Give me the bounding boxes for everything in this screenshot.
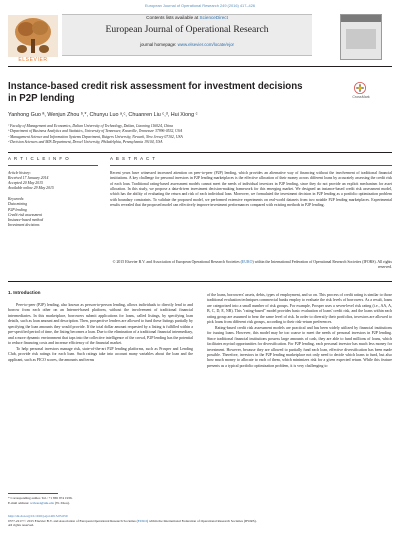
body-paragraph: Peer-to-peer (P2P) lending, also known as person-to-person lending, allows individuals to directly lend to and borrow from each other on an Internet-based platform, without the involvement of traditional financial intermediaries. In this marketplace, borrowers submit applications for loans, called listings, by specifying loan details, such as loan amount and description. Then, prospective lenders are allowed to fund these listings partially by specifying the loan amounts they would provide. If the total dollar amount requested by a listing is fulfilled within a pre-specified period of time, the listing becomes a loan. Due to the elimination of a traditional financial intermediary, and a more dynamic environment that taps into the collective intelligence of the crowd, P2P lending has the potential to reduce financing costs and increase efficiency of the financial market. [8, 302, 193, 346]
footnote-rule [8, 493, 58, 494]
article-info-heading: A R T I C L E I N F O [8, 156, 70, 161]
email-note [8, 501, 193, 506]
journal-name: European Journal of Operational Research [105, 24, 269, 35]
affiliation-rule [8, 152, 392, 153]
email-prefix: E-mail address: [8, 500, 31, 505]
copyright-suffix: ) within the International Federation of Operational Research Societies (IFORS). All rights reserved. [252, 260, 392, 270]
abstract-heading: A B S T R A C T [110, 156, 156, 161]
rights-reserved: All rights reserved. [8, 523, 35, 527]
cover-band [341, 15, 381, 22]
affiliation-a: ª Faculty of Management and Economics, Dalian University of Technology, Dalian, Liaoning 116024, China [8, 124, 174, 128]
journal-reference[interactable]: European Journal of Operational Research 249 (2016) 417–426 [144, 3, 256, 8]
email-link[interactable]: wzhou4@utk.edu [30, 500, 54, 505]
journal-cover-image[interactable] [340, 14, 382, 60]
contents-prefix: Contents lists available at [146, 15, 200, 20]
sciencedirect-link[interactable]: ScienceDirect [199, 15, 228, 20]
header-rule [8, 66, 392, 67]
affiliation-b: ᵇ Department of Business Analytics and Statistics, University of Tennessee, Knoxville, Tennessee 37996-0532, USA [8, 129, 183, 134]
abstract-copyright [110, 260, 392, 271]
corresponding-author-note: * Corresponding author. Tel.: +1 865 974 1936. [8, 496, 73, 500]
body-paragraph: To help personal investors manage risk, state-of-the-art P2P lending platforms, such as Prosper and Lending Club, provide risk ratings for each loan. Such ratings take into account many variables about the loan and the applicant, such as FICO scores, the amounts and terms [8, 345, 193, 362]
keyword-item: Data mining [8, 202, 28, 207]
crossmark-icon[interactable] [354, 82, 366, 94]
online-date: Available online 29 May 2015 [8, 186, 54, 191]
received-date: Received 17 January 2014 [8, 176, 49, 181]
cover-picture [346, 29, 376, 49]
issn-suffix: ) within the International Federation of Operational Research Societies (IFORS). [146, 518, 257, 523]
publisher-label: ELSEVIER [18, 57, 48, 63]
body-column-left [8, 302, 193, 362]
keyword-item: Instance-based method [8, 217, 44, 222]
keyword-item: Credit risk assessment [8, 212, 43, 217]
homepage-link[interactable]: www.elsevier.com/locate/ejor [177, 42, 234, 47]
contents-line [62, 15, 312, 20]
email-suffix: (W. Zhou). [53, 500, 70, 505]
doi-link[interactable]: http://dx.doi.org/10.1016/j.ejor.2015.05.050 [8, 514, 68, 518]
accepted-date: Accepted 20 May 2015 [8, 181, 43, 186]
abstract-end-rule [8, 281, 392, 282]
abstract-rule [110, 165, 392, 166]
title-line-2: in P2P lending [8, 93, 75, 104]
crossmark-label: CrossMark [352, 95, 370, 99]
body-column-right [207, 292, 392, 368]
euro-link[interactable]: EURO [241, 260, 253, 264]
issn-prefix: 0377-2217/© 2015 Elsevier B.V. and Association of European Operational Research Societies ( [8, 518, 138, 523]
body-paragraph: of the loans, borrowers' assets, debts, types of employment, and so on. This process of credit rating is similar to those traditional evaluation techniques commercial banks employ to evaluate the risk levels of borrowers. As a result, loans are categorized into a small number of risk groups. For example, Prosper uses a seven-level risk rating (i.e., AA, A, B, C, D, E, NR). This "rating-based" model provides basic evaluation of loans' credit risk, and the loans within each rating group are assumed to bear the same level of risk. In order to diversify their portfolios, investors are allowed to pick loans from different risk groups, according to their risk-return preferences. [207, 292, 393, 325]
elsevier-tree-logo-icon [8, 15, 58, 57]
article-title [8, 81, 328, 105]
affiliation-list [8, 124, 388, 145]
introduction-heading: 1. Introduction [8, 290, 41, 295]
article-history-label: Article history: [8, 171, 32, 175]
publication-meta [8, 514, 392, 528]
keyword-item: Investment decisions [8, 222, 40, 227]
journal-homepage [62, 42, 312, 47]
author-list[interactable]: Yanhong Guo ª, Wenjun Zhou ᵇ,*, Chunyu Luo ᵃ,ᶜ, Chuanren Liu ᶜ,ᵈ, Hui Xiong ᶜ [8, 112, 198, 118]
body-paragraph: Rating-based credit risk assessment models are practical and has been widely utilized by financial institutions for issuing loans. However, this model may be too coarse to meet the needs of personal investors in P2P lending. Since traditional financial institutions possess large amounts of cash, they are able to fund millions of loans, which facilitates myriad opportunities for diversification. For P2P lending, each personal investor has much less money for investment. However, because they are allowed to partially fund each loan, effective diversification has been made possible. Therefore, investors in the P2P lending marketplace not only need to decide which loans to fund, but also how much money to allocate to each of them, which minimizes risk for a given expected return. While this feature presents as a typical portfolio optimization problem, it is very challenging to [207, 324, 392, 368]
affiliation-c: ᶜ Management Science and Information Systems Department, Rutgers University, Newark, New Jersey 07102, USA [8, 134, 183, 139]
article-info [8, 171, 98, 228]
euro-link-bottom[interactable]: EURO [137, 518, 147, 523]
affiliation-d: ᵈ Decision Sciences and MIS Department, Drexel University, Philadelphia, Pennsylvania 19104, USA [8, 139, 163, 144]
abstract-text: Recent years have witnessed increased attention on peer-to-peer (P2P) lending, which provides an alternative way of financing without the involvement of traditional financial institutions. A key challenge for personal investors in P2P lending marketplaces is the effective allocation of their money across different loans by accurately assessing the credit risk of each loan. Traditional rating-based assessment models cannot meet the needs of individual investors in P2P lending, since they do not provide an explicit mechanism for asset allocation. In this study, we propose a data-driven investment decision-making framework for this emerging market. We designed an instance-based credit risk assessment model, which has the ability of evaluating the return and risk of each individual loan. Moreover, we formulated the investment decision in P2P lending as a portfolio optimization problem with boundary constraints. To validate the proposed model, we performed extensive experiments on real-world datasets from two notable P2P lending marketplaces. Experimental results revealed that the proposed model can effectively improve investment performances compared with existing methods in P2P lending. [110, 171, 392, 208]
footnotes [8, 496, 193, 505]
keywords-label: Keywords: [8, 197, 25, 202]
title-line-1: Instance-based credit risk assessment for investment decisions [8, 81, 303, 92]
article-info-rule [8, 165, 98, 166]
homepage-prefix: journal homepage: [140, 42, 178, 47]
keyword-item: P2P lending [8, 207, 27, 212]
copyright-prefix: © 2015 Elsevier B.V. and Association of European Operational Research Societies ( [112, 260, 242, 264]
journal-header-box [62, 14, 312, 56]
